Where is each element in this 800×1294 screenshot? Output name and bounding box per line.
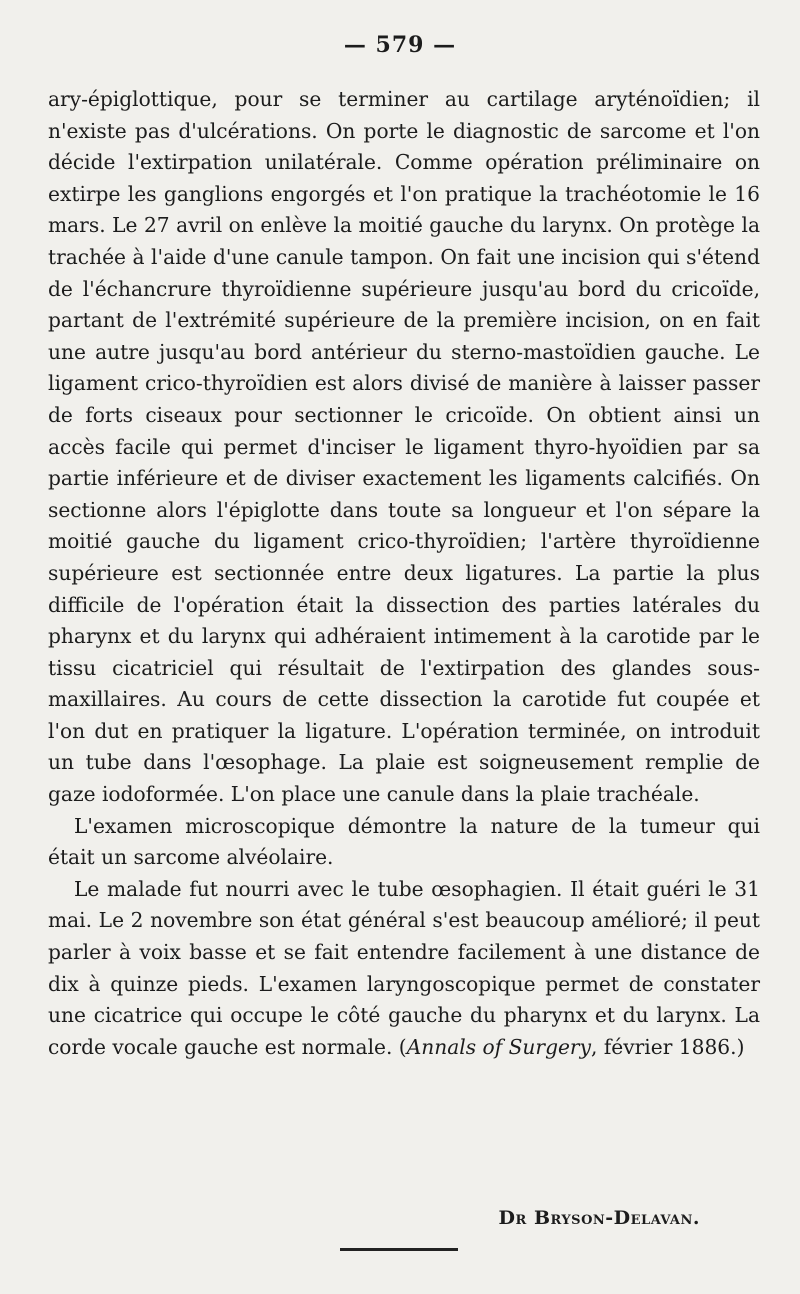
paragraph-operation: ary-épiglottique, pour se terminer au cartilage aryténoïdien; il n'existe pas d'ulcérations. On porte le diagnostic de sarcome et l'on décide l'extirpation unilatérale. Comme opération préliminaire on extirpe les ganglions engorgés et l'on pratique la trachéotomie le 16 mars. Le 27 avril on enlève la moitié gauche du larynx. On protège la trachée à l'aide d'une canule tampon. On fait une incision qui s'étend de l'échancrure thyroïdienne supérieure jusqu'au bord du cricoïde, partant de l'extrémité supérieure de la première incision, on en fait une autre jusqu'au bord antérieur du sterno-mastoïdien gauche. Le ligament crico-thyroïdien est alors divisé de manière à laisser passer de forts ciseaux pour sectionner le cricoïde. On obtient ainsi un accès facile qui permet d'inciser le ligament thyro-hyoïdien par sa partie inférieure et de diviser exactement les ligaments calcifiés. On sectionne alors l'épiglotte dans toute sa longueur et l'on sépare la moitié gauche du ligament crico-thyroïdien; l'artère thyroïdienne supérieure est sectionnée entre deux ligatures. La partie la plus difficile de l'opération était la dissection des parties latérales du pharynx et du larynx qui adhéraient intimement à la carotide par le tissu cicatriciel qui résultait de l'extirpation des glandes sous-maxillaires. Au cours de cette dissection la carotide fut coupée et l'on dut en pratiquer la ligature. L'opération terminée, on introduit un tube dans l'œsophage. La plaie est soigneusement remplie de gaze iodoformée. L'on place une canule dans la plaie trachéale. [48, 87, 760, 807]
paragraph-outcome [48, 874, 760, 1064]
citation-date: , février 1886.) [591, 1034, 745, 1059]
article-body [48, 84, 760, 1063]
journal-citation: Annals of Surgery [406, 1034, 591, 1059]
paragraph-outcome-text: Le malade fut nourri avec le tube œsophagien. Il était guéri le 31 mai. Le 2 novembre son état général s'est beaucoup amélioré; il peut parler à voix basse et se fait entendre facilement à une distance de dix à quinze pieds. L'examen laryngoscopique permet de constater une cicatrice qui occupe le côté gauche du pharynx et du larynx. La corde vocale gauche est normale. ( [48, 876, 760, 1059]
author-signature: Dr Bryson-Delavan. [498, 1207, 700, 1229]
page-number: — 579 — [343, 32, 457, 58]
end-rule [340, 1248, 458, 1251]
paragraph-microscopy: L'examen microscopique démontre la nature de la tumeur qui était un sarcome alvéolaire. [48, 813, 760, 870]
